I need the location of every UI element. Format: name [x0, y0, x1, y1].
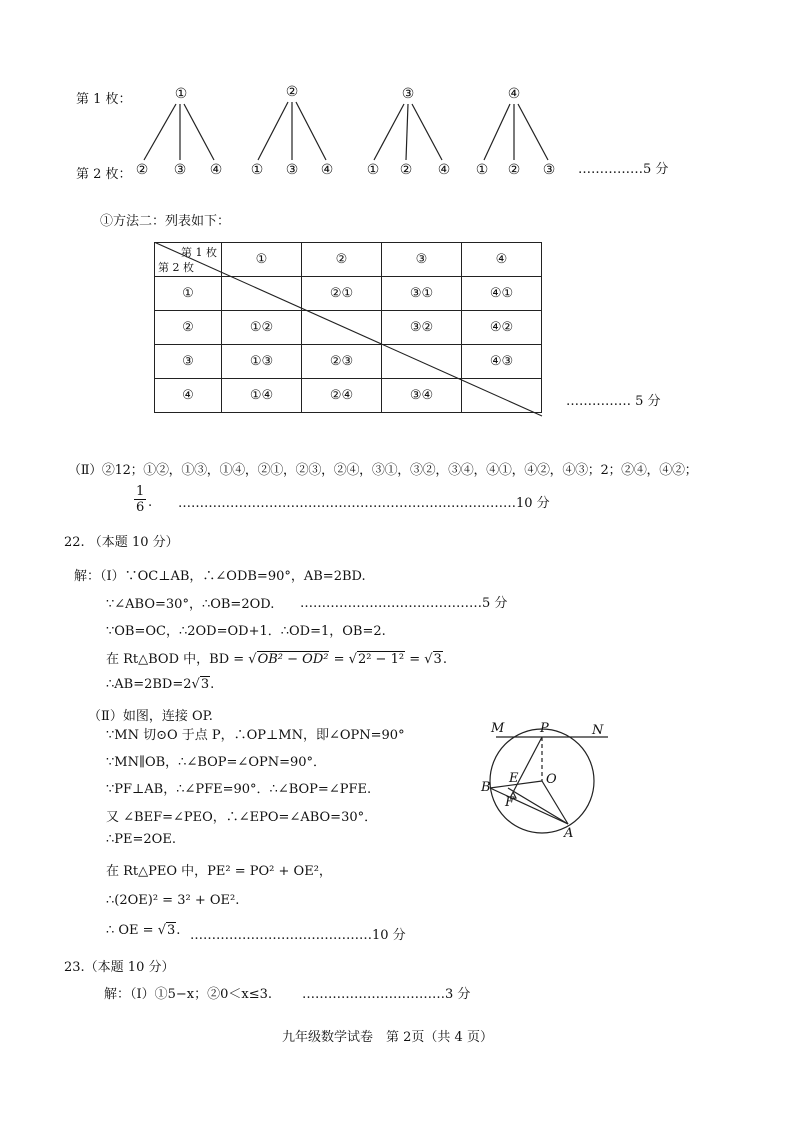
- tree-label-second: 第 2 枚：: [76, 167, 132, 182]
- q22-part2-line: ∵MN 切⊙O 于点 P，∴OP⊥MN，即∠OPN=90°: [106, 728, 405, 743]
- q22-part2-line: ∵PF⊥AB，∴∠PFE=90°．∴∠BOP=∠PFE.: [106, 782, 372, 797]
- q22-oe-prefix: ∴ OE =: [106, 923, 158, 938]
- table-cell: ④②: [462, 311, 542, 345]
- q22-part2-oe: [106, 923, 180, 938]
- q22-score-10: ……………………………………10 分: [190, 928, 406, 943]
- table-cell: ②①: [302, 277, 382, 311]
- tree-leaf: ②: [135, 162, 149, 178]
- table-cell: ①②: [222, 311, 302, 345]
- fig-label-o: O: [546, 772, 557, 787]
- tree-leaf: ④: [209, 162, 223, 178]
- tree-lines: [0, 0, 794, 200]
- tree-root-4: ④: [507, 86, 521, 102]
- q22-line-ab: [106, 677, 214, 692]
- sqrt-symbol: √: [424, 652, 433, 667]
- tree-leaf: ③: [285, 162, 299, 178]
- sqrt-symbol: √: [348, 652, 357, 667]
- segment-ea: [508, 788, 568, 824]
- tree-score: ……………5 分: [578, 162, 669, 177]
- table-cell: ③①: [382, 277, 462, 311]
- q22-part2-line: ∵MN∥OB，∴∠BOP=∠OPN=90°．: [106, 755, 327, 770]
- method2-heading: ①方法二：列表如下：: [100, 214, 231, 229]
- sqrt-symbol: √: [157, 923, 167, 938]
- table-cell: ②④: [302, 379, 382, 413]
- tree-root-3: ③: [401, 86, 415, 102]
- fraction-one-sixth: [134, 484, 146, 515]
- fig-label-b: B: [481, 780, 491, 795]
- part2-score: ……………………………………………………………………10 分: [178, 496, 550, 511]
- tree-leaf: ②: [507, 162, 521, 178]
- q22-line: ∵OB=OC，∴2OD=OD+1．∴OD=1，OB=2.: [106, 624, 386, 639]
- q22-part2-line: 在 Rt△PEO 中，PE² = PO² + OE²，: [106, 864, 332, 879]
- fraction-denominator: 6: [136, 500, 145, 515]
- part2-answer: （Ⅱ）②12；①②，①③，①④，②①，②③，②④，③①，③②，③④，④①，④②，④③；2；②④，④②；: [68, 463, 698, 478]
- fig-label-p: P: [540, 721, 549, 736]
- q23-score: ……………………………3 分: [302, 987, 471, 1002]
- q22-part2-line: ∴(2OE)² = 3² + OE².: [106, 893, 240, 908]
- q22-oe-end: .: [176, 923, 181, 938]
- q22-line: ∵∠ABO=30°，∴OB=2OD.: [106, 597, 275, 612]
- col-header: ④: [462, 243, 542, 277]
- fig-label-e: E: [509, 771, 519, 786]
- q22-ab-end: .: [210, 677, 215, 692]
- q22-line-bd: [106, 648, 447, 667]
- table-score: …………… 5 分: [566, 394, 661, 409]
- page-footer: 九年级数学试卷 第 2页（共 4 页）: [282, 1030, 493, 1045]
- fraction-numerator: 1: [136, 484, 145, 499]
- corner-second: 第 2 枚: [158, 261, 194, 274]
- row-header: ①: [155, 277, 222, 311]
- table-diagonal: [154, 242, 544, 418]
- q23-heading: 23.（本题 10 分）: [64, 960, 175, 975]
- q22-bd-radicand-1: OB² − OD²: [257, 652, 329, 667]
- tree-root-2: ②: [285, 84, 299, 100]
- q23-line: 解：（Ⅰ）①5−x；②0＜x≤3.: [104, 987, 273, 1002]
- table-cell: ①③: [222, 345, 302, 379]
- q22-bd-eq: =: [405, 652, 425, 667]
- tree-leaf: ③: [173, 162, 187, 178]
- tree-leaf: ④: [437, 162, 451, 178]
- tree-leaf: ①: [475, 162, 489, 178]
- q22-ab-radicand: 3: [200, 677, 210, 692]
- q22-part2-line: ∴PE=2OE.: [106, 832, 176, 847]
- tree-leaf: ①: [250, 162, 264, 178]
- tree-leaf: ②: [399, 162, 413, 178]
- table-cell: ①④: [222, 379, 302, 413]
- segment-ba: [490, 788, 568, 824]
- table-cell: ③④: [382, 379, 462, 413]
- tree-label-first: 第 1 枚：: [76, 92, 132, 107]
- q22-part2-line: 又 ∠BEF=∠PEO，∴∠EPO=∠ABO=30°．: [106, 810, 378, 825]
- table-cell: ④①: [462, 277, 542, 311]
- fig-label-a: A: [564, 826, 574, 841]
- q22-bd-prefix: 在 Rt△BOD 中，BD =: [106, 652, 249, 667]
- q22-heading: 22. （本题 10 分）: [64, 535, 179, 550]
- tree-leaf: ③: [542, 162, 556, 178]
- q22-oe-radicand: 3: [167, 923, 176, 938]
- col-header: ①: [222, 243, 302, 277]
- fig-label-f: F: [505, 795, 515, 810]
- corner-first: 第 1 枚: [181, 246, 217, 259]
- row-header: ③: [155, 345, 222, 379]
- tree-leaf: ④: [320, 162, 334, 178]
- q22-bd-radicand-3: 3: [433, 652, 442, 667]
- q22-bd-end: .: [442, 652, 447, 667]
- col-header: ③: [382, 243, 462, 277]
- row-header: ④: [155, 379, 222, 413]
- fig-label-n: N: [592, 723, 604, 738]
- q22-part2-line: （Ⅱ）如图，连接 OP.: [88, 709, 213, 724]
- fig-label-m: M: [491, 721, 505, 736]
- tree-leaf: ①: [366, 162, 380, 178]
- row-header: ②: [155, 311, 222, 345]
- q22-line: 解：（Ⅰ）∵OC⊥AB，∴∠ODB=90°，AB=2BD.: [74, 569, 366, 584]
- q22-ab-prefix: ∴AB=2BD=2: [106, 677, 192, 692]
- col-header: ②: [302, 243, 382, 277]
- sqrt-symbol: √: [191, 677, 200, 692]
- table-cell: ②③: [302, 345, 382, 379]
- segment-pf: [510, 737, 542, 798]
- table-cell: ④③: [462, 345, 542, 379]
- q22-bd-radicand-2: 2² − 1²: [357, 652, 405, 667]
- sqrt-symbol: √: [248, 652, 257, 667]
- tree-root-1: ①: [174, 86, 188, 102]
- q22-score-5: ……………………………………5 分: [300, 596, 508, 611]
- part2-period: .: [148, 495, 153, 510]
- q22-bd-eq: =: [329, 652, 349, 667]
- table-cell: ③②: [382, 311, 462, 345]
